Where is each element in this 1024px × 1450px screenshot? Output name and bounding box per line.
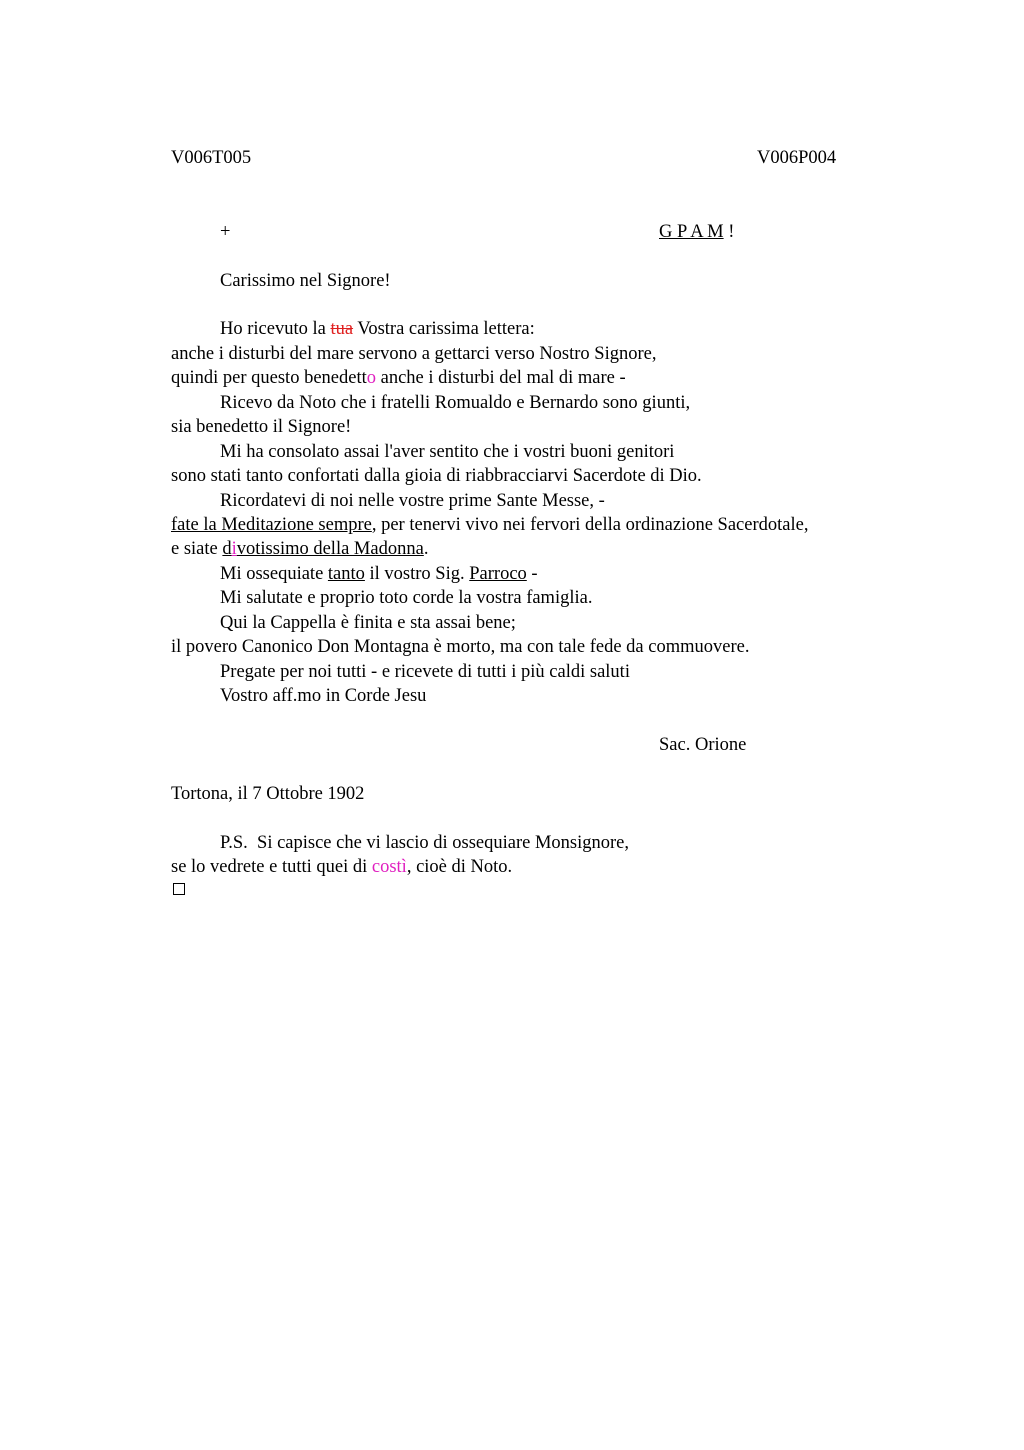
motto bbox=[659, 220, 734, 244]
body-line-9 bbox=[171, 513, 808, 537]
end-box-icon bbox=[173, 883, 185, 895]
underlined-word: tanto bbox=[327, 564, 365, 584]
text-segment: il vostro Sig. bbox=[364, 564, 470, 584]
body-line-10 bbox=[171, 537, 428, 561]
body-line-6: Mi ha consolato assai l'aver sentito che i vostri buoni genitori bbox=[220, 442, 675, 462]
body-line-8: Ricordatevi di noi nelle vostre prime Sante Messe, - bbox=[220, 491, 605, 511]
body-line-2: anche i disturbi del mare servono a gettarci verso Nostro Signore, bbox=[171, 344, 657, 364]
text-segment: anche i disturbi del mal di mare - bbox=[376, 368, 626, 388]
text-segment: se lo vedrete e tutti quei di bbox=[171, 857, 372, 877]
text-segment: , per tenervi vivo nei fervori della ordinazione Sacerdotale, bbox=[371, 515, 809, 535]
text-segment: Vostra carissima lettera: bbox=[353, 319, 535, 339]
body-line-12: Mi salutate e proprio toto corde la vostra famiglia. bbox=[220, 588, 593, 608]
underlined-phrase: votissimo della Madonna bbox=[236, 539, 424, 559]
text-segment: - bbox=[526, 564, 538, 584]
body-line-16: Vostro aff.mo in Corde Jesu bbox=[220, 686, 427, 706]
underlined-phrase: d bbox=[222, 539, 232, 559]
body-line-7: sono stati tanto confortati dalla gioia di riabbracciarvi Sacerdote di Dio. bbox=[171, 466, 702, 486]
text-segment: quindi per questo benedett bbox=[171, 368, 367, 388]
text-segment: , cioè di Noto. bbox=[406, 857, 513, 877]
inserted-letter: i bbox=[231, 539, 237, 559]
dateline: Tortona, il 7 Ottobre 1902 bbox=[171, 784, 365, 804]
body-line-13: Qui la Cappella è finita e sta assai bene; bbox=[220, 613, 516, 633]
motto-text: G P A M bbox=[659, 222, 724, 242]
body-line-1 bbox=[220, 317, 535, 341]
body-line-3 bbox=[171, 366, 626, 390]
body-line-4: Ricevo da Noto che i fratelli Romualdo e Bernardo sono giunti, bbox=[220, 393, 691, 413]
cross-mark: + bbox=[220, 222, 231, 242]
underlined-word: Parroco bbox=[469, 564, 527, 584]
body-line-11 bbox=[220, 562, 538, 586]
reference-right: V006P004 bbox=[757, 148, 837, 168]
postscript-line-1: P.S. Si capisce che vi lascio di ossequiare Monsignore, bbox=[220, 833, 629, 853]
body-line-5: sia benedetto il Signore! bbox=[171, 417, 352, 437]
underlined-phrase: fate la Meditazione sempre bbox=[171, 515, 372, 535]
inserted-word: costì bbox=[371, 857, 407, 877]
motto-suffix: ! bbox=[723, 222, 735, 242]
text-segment: Ho ricevuto la bbox=[220, 319, 331, 339]
text-segment: Mi ossequiate bbox=[220, 564, 328, 584]
text-segment: e siate bbox=[171, 539, 223, 559]
reference-left: V006T005 bbox=[171, 148, 252, 168]
salutation: Carissimo nel Signore! bbox=[220, 271, 391, 291]
postscript-line-2 bbox=[171, 855, 512, 879]
body-line-15: Pregate per noi tutti - e ricevete di tutti i più caldi saluti bbox=[220, 662, 630, 682]
inserted-letter: o bbox=[366, 368, 376, 388]
text-segment: . bbox=[423, 539, 429, 559]
body-line-14: il povero Canonico Don Montagna è morto, ma con tale fede da commuovere. bbox=[171, 637, 750, 657]
signature: Sac. Orione bbox=[659, 735, 747, 755]
deleted-word: tua bbox=[330, 319, 354, 339]
